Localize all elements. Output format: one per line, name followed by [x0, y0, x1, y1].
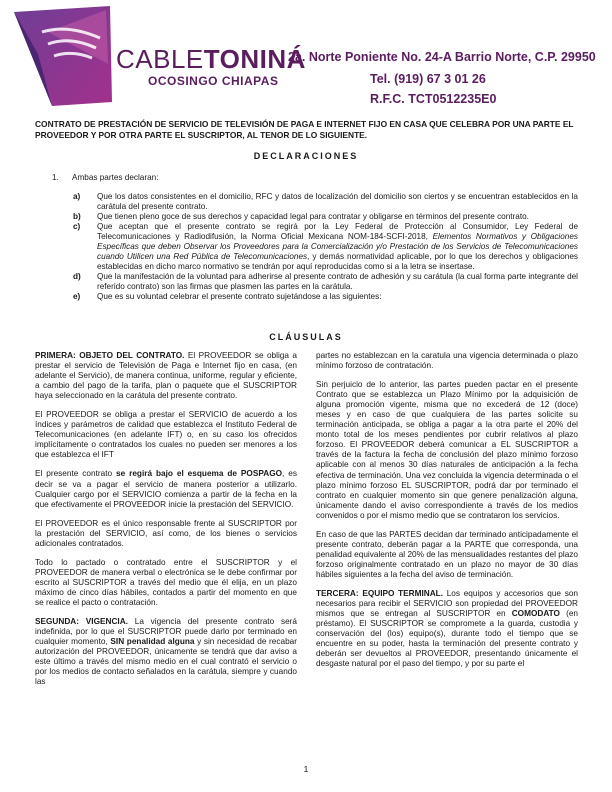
company-address: 2a. Norte Poniente No. 24-A Barrio Norte, C.P. 29950 [288, 50, 596, 64]
company-logo [8, 2, 306, 110]
contract-title: CONTRATO DE PRESTACIÓN DE SERVICIO DE TELEVISIÓN DE PAGA E INTERNET FIJO EN CASA QUE CELEBRA POR UNA PARTE EL PROVEEDOR Y POR OTRA PARTE EL SUSCRIPTOR, AL TENOR DE LO SIGUIENTE. [35, 119, 574, 140]
clausulas-right-column [316, 351, 578, 678]
paragraph: El PROVEEDOR es el único responsable frente al SUSCRIPTOR por la prestación del SERVICIO, así como, de los bienes o servicios adicionales contratados. [35, 518, 297, 548]
paragraph: Todo lo pactado o contratado entre el SUSCRIPTOR y el PROVEEDOR de manera verbal o electrónica se le debe confirmar por escrito al SUSCRIPTOR a través del medio que él elija, en un plazo máximo de cinco días hábiles, contados a partir del momento en que se realice el pacto o contratación. [35, 557, 297, 607]
clausulas-left-column [35, 351, 297, 696]
paragraph: partes no establezcan en la caratula una vigencia determinada o plazo mínimo forzoso de contratación. [316, 351, 578, 371]
brand-name: CABLETONINÁ [116, 44, 306, 74]
clause-primera: PRIMERA: OBJETO DEL CONTRATO. El PROVEEDOR se obliga a prestar el servicio de Televisión de Paga e Internet fijo en casa, (en adelante el Servicio), de manera continua, uniforme, regular y eficiente, a cambio del pago de la tarifa, plan o paquete que el SUSCRIPTOR haya seleccionado en la carátula del presente contrato. [35, 351, 297, 401]
brand-subtitle: OCOSINGO CHIAPAS [148, 74, 279, 88]
company-phone: Tel. (919) 67 3 01 26 [370, 72, 486, 86]
list-item: a) Que los datos consistentes en el domicilio, RFC y datos de localización del domicilio son ciertos y se encuentran establecidos en la carátula del presente contrato. [73, 192, 578, 211]
company-rfc: R.F.C. TCT0512235E0 [370, 92, 497, 106]
paragraph: En caso de que las PARTES decidan dar terminado anticipadamente el presente contrato, deberán pagar a la PARTE que corresponda, una penalidad equivalente al 20% de las mensualidades restantes del plazo forzoso originalmente contratado en un plazo no mayor de 30 días hábiles siguientes a la fecha del aviso de terminación. [316, 529, 578, 579]
list-item: c) Que aceptan que el presente contrato se regirá por la Ley Federal de Protección al Consumidor, Ley Federal de Telecomunicaciones y Radiodifusión, la Norma Oficial Mexicana NOM-184-SCFI-2018, Elementos Normativos y Obligaciones Específicas que deben Observar los Proveedores para la Comercialización y/o Prestación de los Servicios de Telecomunicaciones cuando Utilicen una Red Pública de Telecomunicaciones, y demás normatividad aplicable, por lo que los derechos y obligaciones establecidas en dicho marco normativo se tendrán por aquí reproducidas como si a la letra se insertase. [73, 222, 578, 271]
list-item: b) Que tienen pleno goce de sus derechos y capacidad legal para contratar y obligarse en términos del presente contrato. [73, 212, 529, 222]
paragraph: El PROVEEDOR se obliga a prestar el SERVICIO de acuerdo a los índices y parámetros de calidad que establezca el Instituto Federal de Telecomunicaciones (en adelante IFT) o, en su caso los ofrecidos implícitamente o contratados los cuales no pueden ser menores a los que establezca el IFT [35, 410, 297, 460]
list-item: e) Que es su voluntad celebrar el presente contrato sujetándose a las siguientes: [73, 291, 382, 301]
clausulas-heading: CLÁUSULAS [269, 332, 343, 342]
declaraciones-list [73, 192, 578, 302]
clause-tercera: TERCERA: EQUIPO TERMINAL. Los equipos y accesorios que son necesarios para recibir el SERVICIO son propiedad del PROVEEDOR mismos que se entregan al SUSCRIPTOR en COMODATO (en préstamo). El SUSCRIPTOR se compromete a la guarda, custodia y conservación del (los) equipo(s), durante todo el tiempo que se encuentre en su poder, hasta la terminación del presente contrato y deberán ser devueltos al PROVEEDOR, presentando únicamente el desgaste natural por el paso del tiempo, y por su parte el [316, 588, 579, 669]
page-number: 1 [303, 764, 309, 774]
declaraciones-intro: 1. Ambas partes declaran: [52, 173, 159, 182]
declaraciones-heading: DECLARACIONES [253, 151, 359, 161]
paragraph: El presente contrato se regirá bajo el esquema de POSPAGO, es decir se va a pagar el servicio de manera posterior a utilizarlo. Cualquier cargo por el SERVICIO comienza a partir de la fecha en la que efectivamente el PROVEEDOR inicie la prestación del SERVICIO. [35, 469, 297, 509]
paragraph: Sin perjuicio de lo anterior, las partes pueden pactar en el presente Contrato que se establezca un Plazo Mínimo por la adquisición de alguna promoción vigente, misma que no excederá de 12 (doce) meses y en caso de que cualquiera de las partes solicite su terminación anticipada, se obliga a pagar a la otra parte el 20% del monto total de los meses pendientes por cubrir relativos al plazo forzoso. El PROVEEDOR deberá comunicar a EL SUSCRIPTOR a través de la factura la fecha de conclusión del plazo mínimo forzoso aplicable con al menos 30 días naturales de anticipación a la fecha efectiva de terminación. Una vez concluida la vigencia determinada o el plazo mínimo forzoso EL SUSCRIPTOR, podrá dar por terminado el contrato en cualquier momento sin que genere penalización alguna, únicamente dando el aviso correspondiente a través de los medios convenidos o por el mismo medio que se contrataron los servicios. [316, 380, 578, 520]
list-item: d) Que la manifestación de la voluntad para adherirse al presente contrato de adhesión y su carátula (la cual forma parte integrante del referido contrato) son las firmas que plasmen las partes en la carátula. [73, 271, 578, 291]
clause-segunda: SEGUNDA: VIGENCIA. La vigencia del presente contrato será indefinida, por lo que el SUSCRIPTOR puede darlo por terminado en cualquier momento, SIN penalidad alguna y sin necesidad de recabar autorización del PROVEEDOR, únicamente se tendrá que dar aviso a este último a través del mismo medio en el cual contrató el servicio o por los medios de contacto señalados en la carátula, siempre y cuando las [35, 617, 298, 687]
